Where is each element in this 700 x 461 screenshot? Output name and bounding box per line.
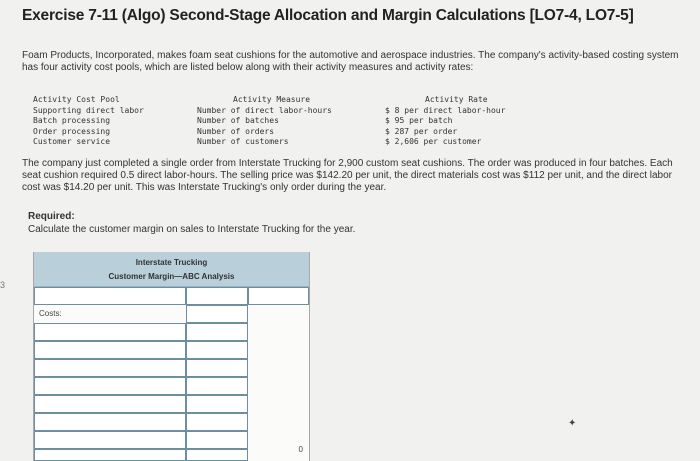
total-value: 0 xyxy=(298,445,303,454)
cost-amount-input[interactable] xyxy=(186,395,248,413)
worksheet-title: Interstate Trucking xyxy=(135,258,208,267)
rate-cell: $ 95 per batch xyxy=(385,116,453,125)
cursor-icon: ✦ xyxy=(568,418,577,429)
exercise-title: Exercise 7-11 (Algo) Second-Stage Allocation and Margin Calculations [LO7-4, LO7-5] xyxy=(22,7,634,24)
cost-label-input[interactable] xyxy=(34,377,186,395)
pool-cell: Order processing xyxy=(33,126,111,136)
cost-amount-input[interactable] xyxy=(186,431,248,449)
costs-label: Costs: xyxy=(39,309,62,318)
rate-cell: $ 2,606 per customer xyxy=(385,137,482,146)
worksheet-subtitle: Customer Margin—ABC Analysis xyxy=(108,272,235,281)
measure-cell: Number of batches xyxy=(197,116,279,125)
measure-cell: Number of direct labor-hours xyxy=(197,105,332,115)
rate-cell: $ 287 per order xyxy=(385,126,458,136)
pool-cell: Customer service xyxy=(33,137,111,146)
cost-label-input[interactable] xyxy=(34,323,186,341)
order-details-paragraph: The company just completed a single order from Interstate Trucking for 2,900 custom seat cushions. The order was produced in four batches. Each seat cushion required 0.5 direct labor-hours. The selling price was $142.20 per unit, the direct materials cost was $112 per unit, and the direct labor cost was $14.20 per unit. This was Interstate Trucking's only order during the year. xyxy=(22,158,673,193)
cost-amount-input[interactable] xyxy=(186,413,248,431)
pool-cell: Batch processing xyxy=(33,116,111,125)
header-activity-rate: Activity Rate xyxy=(425,95,488,104)
required-heading: Required: xyxy=(28,211,75,222)
required-text: Calculate the customer margin on sales to Interstate Trucking for the year. xyxy=(28,224,356,235)
label-input[interactable] xyxy=(34,287,186,305)
pool-cell: Supporting direct labor xyxy=(33,105,144,115)
rate-cell: $ 8 per direct labor-hour xyxy=(385,105,506,115)
cost-amount-input[interactable] xyxy=(186,305,248,323)
header-activity-measure: Activity Measure xyxy=(233,95,311,104)
amount-input[interactable] xyxy=(186,287,248,305)
cost-amount-input[interactable] xyxy=(186,377,248,395)
cost-label-input[interactable] xyxy=(34,359,186,377)
total-input[interactable] xyxy=(248,287,309,305)
margin-amount-input[interactable] xyxy=(186,449,248,461)
cost-amount-input[interactable] xyxy=(186,359,248,377)
margin-label-input[interactable] xyxy=(34,449,186,461)
cost-label-input[interactable] xyxy=(34,413,186,431)
intro-paragraph: Foam Products, Incorporated, makes foam seat cushions for the automotive and aerospace industries. The company's activity-based costing system has four activity cost pools, which are listed below along with their activity measures and activity rates: xyxy=(22,50,679,73)
header-activity-cost-pool: Activity Cost Pool xyxy=(33,95,120,104)
cost-label-input[interactable] xyxy=(34,341,186,359)
measure-cell: Number of customers xyxy=(197,137,289,146)
cost-label-input[interactable] xyxy=(34,431,186,449)
cost-label-input[interactable] xyxy=(34,395,186,413)
measure-cell: Number of orders xyxy=(197,126,275,136)
edge-mark: 3 xyxy=(0,280,6,290)
customer-margin-worksheet xyxy=(33,252,310,461)
cost-amount-input[interactable] xyxy=(186,341,248,359)
worksheet-header xyxy=(34,252,309,287)
cost-amount-input[interactable] xyxy=(186,323,248,341)
